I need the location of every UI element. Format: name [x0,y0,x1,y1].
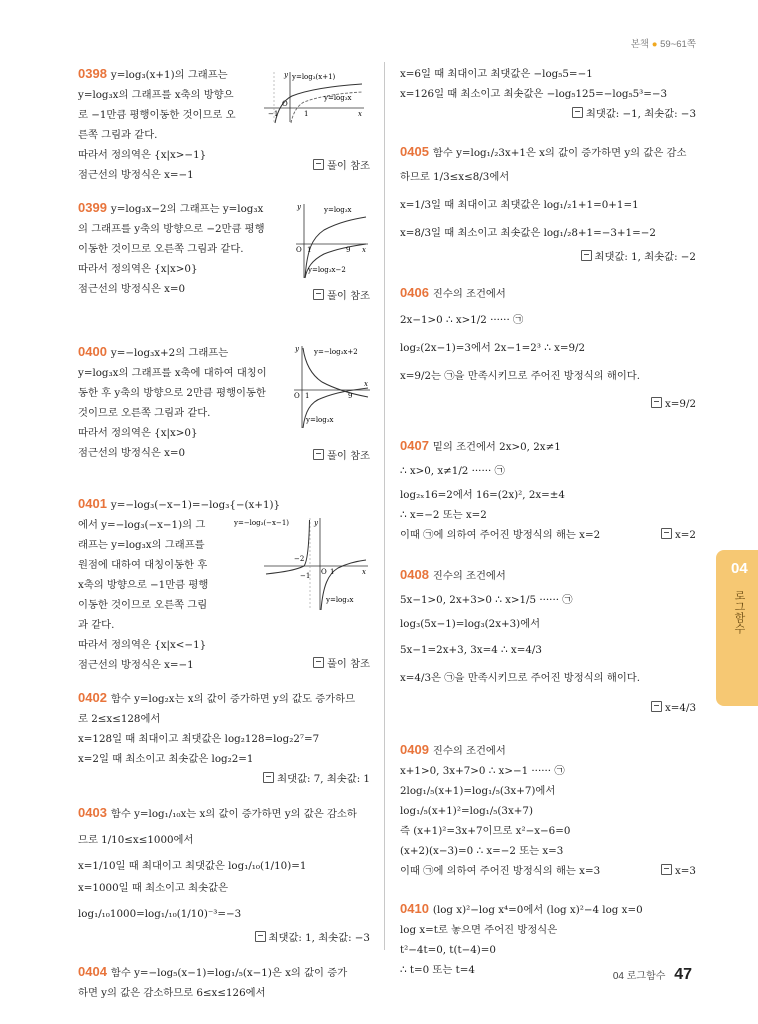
problem-line: 0399 y=log₃x−2의 그래프는 y=log₃x [78,200,264,215]
answer-mark-icon [661,528,672,539]
problem-line: x=128일 때 최대이고 최댓값은 log₂128=log₂2⁷=7 [78,733,320,745]
problem-line: 5x−1=2x+3, 3x=4 ∴ x=4/3 [400,644,542,656]
problem-number: 0408 [400,567,429,582]
problem-line: x=6일 때 최대이고 최댓값은 −log₅5=−1 [400,68,593,80]
graph-label: y=log₃x [306,416,334,424]
page-number: 47 [674,966,692,983]
graph-label: 1 [307,246,312,254]
problem-line: 므로 1/10≤x≤1000에서 [78,834,194,846]
problem-line: 원점에 대하여 대칭이동한 후 [78,559,208,571]
problem-line: 이때 ㉠에 의하여 주어진 방정식의 해는 x=3 [400,865,601,877]
graph-label: y=log₃x [324,206,352,214]
answer-mark-icon [661,864,672,875]
problem-number: 0406 [400,285,429,300]
answer-mark-icon [313,657,324,668]
problem-0404 [78,962,370,1003]
answer-mark-icon [313,289,324,300]
answer-box: x=4/3 [400,698,696,718]
page-header [631,36,696,50]
graph-label: y=−log₃x+2 [314,348,358,356]
problem-line: 0409 진수의 조건에서 [400,742,506,757]
problem-line: x축의 방향으로 −1만큼 평행 [78,579,209,591]
problem-line: 의 그래프를 y축의 방향으로 −2만큼 평행 [78,223,265,235]
problem-line: ∴ x=−2 또는 x=2 [400,509,487,521]
answer-mark-icon [651,701,662,712]
graph-label: −1 [300,572,311,580]
answer-box: 풀이 참조 [313,446,370,466]
answer-mark-icon [255,931,266,942]
problem-line: 점근선의 방정식은 x=0 [78,283,186,295]
answer-box: 풀이 참조 [313,156,370,176]
graph-label: x [364,380,368,388]
problem-line: x=9/2는 ㉠을 만족시키므로 주어진 방정식의 해이다. [400,370,640,382]
problem-line: x=8/3일 때 최소이고 최솟값은 log₁/₂8+1=−3+1=−2 [400,227,656,239]
graph-label: x [362,568,366,576]
problem-line: y=log₃x의 그래프를 x축의 방향으 [78,89,234,101]
header-ref-label: 본책 [630,39,650,50]
graph-label: O [294,392,300,400]
problem-0408 [400,565,696,718]
problem-line: 0398 y=log₃(x+1)의 그래프는 [78,66,228,81]
problem-line: x=4/3은 ㉠을 만족시키므로 주어진 방정식의 해이다. [400,672,640,684]
problem-0407 [400,436,696,545]
problem-line: 하면 y의 값은 감소하므로 6≤x≤126에서 [78,987,266,999]
problem-line: 0403 함수 y=log₁/₁₀x는 x의 값이 증가하면 y의 값은 감소하 [78,805,357,820]
answer-mark-icon [313,159,324,170]
problem-line: 0407 밑의 조건에서 2x>0, 2x≠1 [400,438,561,453]
chapter-number: 04 [731,560,748,577]
graph-label: y=−log₃(−x−1) [234,519,290,527]
problem-0403 [78,803,370,948]
problem-line: 따라서 정의역은 {x|x>−1} [78,149,207,161]
header-dot-icon: ● [651,39,658,50]
footer-chapter: 04 로그함수 [612,971,666,982]
problem-line: 5x−1>0, 2x+3>0 ∴ x>1/5 ······ ㉠ [400,594,573,606]
problem-line: ∴ t=0 또는 t=4 [400,964,475,976]
problem-number: 0407 [400,438,429,453]
problem-0398 [78,64,370,184]
problem-line: 0404 함수 y=−log₅(x−1)=log₁/₅(x−1)은 x의 값이 증가 [78,964,348,979]
problem-line: ∴ x>0, x≠1/2 ······ ㉠ [400,465,505,477]
chapter-label: 로그함수 [733,590,745,634]
graph-label: 9 [346,246,351,254]
problem-line: 동한 후 y축의 방향으로 2만큼 평행이동한 [78,387,266,399]
graph-0399 [294,200,370,280]
problem-line: x=1000일 때 최소이고 최솟값은 [78,882,228,894]
problem-0400 [78,342,370,468]
problem-line: 로 2≤x≤128에서 [78,713,161,725]
problem-line: 이때 ㉠에 의하여 주어진 방정식의 해는 x=2 [400,529,601,541]
graph-0398 [262,68,368,124]
problem-line: log₂ₓ16=2에서 16=(2x)², 2x=±4 [400,489,565,501]
graph-label: O [296,246,302,254]
problem-line: 에서 y=−log₃(−x−1)의 그 [78,519,206,531]
problem-line: 하므로 1/3≤x≤8/3에서 [400,171,510,183]
graph-label: O [321,568,327,576]
problem-line: 이동한 것이므로 오른쪽 그림 [78,599,208,611]
problem-line: (x+2)(x−3)=0 ∴ x=−2 또는 x=3 [400,845,564,857]
problem-line: x=126일 때 최소이고 최솟값은 −log₅125=−log₅5³=−3 [400,88,668,100]
graph-label: −2 [294,555,305,563]
problem-line: log₁/₁₀1000=log₁/₁₀(1/10)⁻³=−3 [78,908,242,920]
problem-line: 2x−1>0 ∴ x>1/2 ······ ㉠ [400,314,524,326]
graph-0400 [292,342,372,432]
problem-number: 0399 [78,200,107,215]
problem-number: 0400 [78,344,107,359]
problem-line: 0402 함수 y=log₂x는 x의 값이 증가하면 y의 값도 증가하므 [78,690,356,705]
problem-line: x=2일 때 최소이고 최솟값은 log₂2=1 [78,753,254,765]
problem-line: 즉 (x+1)²=3x+7이므로 x²−x−6=0 [400,825,571,837]
problem-line: 따라서 정의역은 {x|x>0} [78,427,198,439]
graph-label: y [284,71,288,79]
problem-number: 0409 [400,742,429,757]
graph-label: 1 [304,110,309,118]
problem-number: 0404 [78,964,107,979]
graph-label: y [295,345,299,353]
problem-line: 것이므로 오른쪽 그림과 같다. [78,407,211,419]
answer-mark-icon [263,772,274,783]
problem-final-row [400,525,696,545]
problem-0406 [400,283,696,414]
problem-line: y=log₃x의 그래프를 x축에 대하여 대칭이 [78,367,267,379]
problem-line: log₃(5x−1)=log₃(2x+3)에서 [400,618,541,630]
problem-line: log₁/₅(x+1)²=log₁/₅(3x+7) [400,805,533,817]
graph-label: y=log₃(x+1) [292,73,336,81]
answer-box: 최댓값: 1, 최솟값: −3 [78,928,370,948]
graph-label: y=log₃x [324,94,352,102]
problem-line: 0400 y=−log₃x+2의 그래프는 [78,344,229,359]
graph-label: −1 [268,110,279,118]
problem-line: 따라서 정의역은 {x|x<−1} [78,639,207,651]
answer-mark-icon [313,449,324,460]
problem-line: 과 같다. [78,619,115,631]
answer-box: 최댓값: −1, 최솟값: −3 [400,104,696,124]
graph-label: 9 [348,392,353,400]
problem-number: 0401 [78,496,107,511]
problem-number: 0403 [78,805,107,820]
problem-line: x=1/10일 때 최대이고 최댓값은 log₁/₁₀(1/10)=1 [78,860,307,872]
problem-line: log₂(2x−1)=3에서 2x−1=2³ ∴ x=9/2 [400,342,586,354]
problem-line: 점근선의 방정식은 x=−1 [78,659,194,671]
graph-label: x [362,246,366,254]
problem-line: 0406 진수의 조건에서 [400,285,506,300]
graph-label: O [282,100,288,108]
graph-label: y=log₃x−2 [308,266,346,274]
graph-label: y=log₃x [326,596,354,604]
answer-box: 최댓값: 1, 최솟값: −2 [400,247,696,267]
problem-line: log x=t로 놓으면 주어진 방정식은 [400,924,558,936]
problem-line: 른쪽 그림과 같다. [78,129,158,141]
problem-final-row [400,861,696,881]
column-divider [384,62,385,950]
answer-box: 풀이 참조 [313,654,370,674]
problem-line: 2log₁/₅(x+1)=log₁/₅(3x+7)에서 [400,785,556,797]
right-column [400,64,696,980]
problem-0399 [78,198,370,322]
problem-line: 0405 함수 y=log₁/₂3x+1은 x의 값이 증가하면 y의 값은 감소 [400,144,687,159]
graph-label: y [297,203,301,211]
answer-box: x=3 [661,861,696,881]
problem-0401 [78,494,370,674]
graph-label: 1 [305,392,310,400]
problem-line: t²−4t=0, t(t−4)=0 [400,944,496,956]
left-column [78,64,370,1003]
problem-0409 [400,740,696,881]
problem-0404-continued [400,64,696,124]
chapter-side-tab [716,550,758,706]
problem-number: 0398 [78,66,107,81]
problem-line: 0410 (log x)²−log x⁴=0에서 (log x)²−4 log x=0 [400,901,643,916]
problem-0405 [400,142,696,267]
problem-number: 0405 [400,144,429,159]
problem-line: 0401 y=−log₃(−x−1)=−log₃{−(x+1)} [78,496,281,511]
problem-line: 따라서 정의역은 {x|x>0} [78,263,198,275]
problem-number: 0402 [78,690,107,705]
problem-line: 점근선의 방정식은 x=0 [78,447,186,459]
graph-0401 [234,516,370,612]
problem-line: 0408 진수의 조건에서 [400,567,506,582]
problem-line: 로 −1만큼 평행이동한 것이므로 오 [78,109,236,121]
answer-box: x=2 [661,525,696,545]
answer-box: x=9/2 [400,394,696,414]
page-footer [613,966,692,984]
problem-line: 이동한 것이므로 오른쪽 그림과 같다. [78,243,244,255]
header-ref-pages: 59~61쪽 [660,39,696,50]
graph-label: y [314,519,318,527]
problem-line: 점근선의 방정식은 x=−1 [78,169,194,181]
answer-box: 최댓값: 7, 최솟값: 1 [78,769,370,789]
problem-line: x=1/3일 때 최대이고 최댓값은 log₁/₂1+1=0+1=1 [400,199,639,211]
problem-line: x+1>0, 3x+7>0 ∴ x>−1 ······ ㉠ [400,765,565,777]
problem-number: 0410 [400,901,429,916]
answer-mark-icon [651,397,662,408]
answer-mark-icon [581,250,592,261]
problem-0402 [78,688,370,789]
graph-label: 1 [330,568,335,576]
answer-box: 풀이 참조 [313,286,370,306]
problem-line: 래프는 y=log₃x의 그래프를 [78,539,205,551]
graph-label: x [358,110,362,118]
answer-mark-icon [572,107,583,118]
